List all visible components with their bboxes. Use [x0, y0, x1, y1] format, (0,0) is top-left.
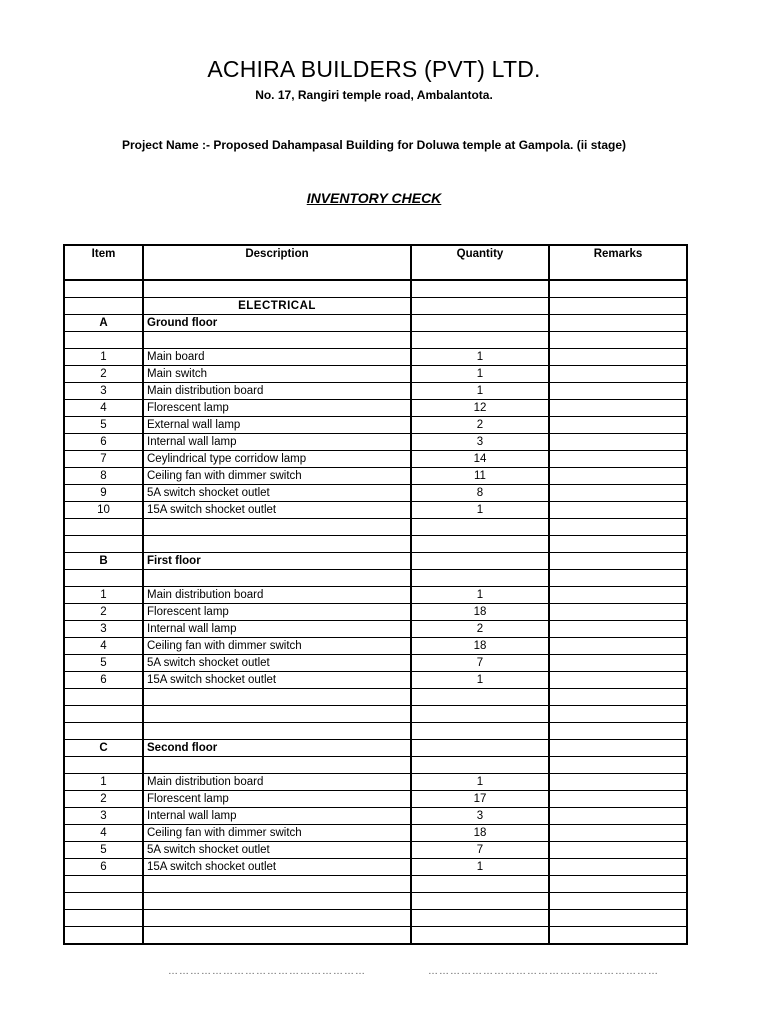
project-name: Project Name :- Proposed Dahampasal Building for Doluwa temple at Gampola. (ii stage)	[121, 138, 627, 152]
item-description: Ceiling fan with dimmer switch	[143, 468, 411, 485]
item-cell	[64, 876, 143, 893]
quantity-cell	[411, 927, 549, 945]
item-number: 6	[64, 434, 143, 451]
item-description: 15A switch shocket outlet	[143, 502, 411, 519]
description-cell	[143, 910, 411, 927]
group-row	[64, 740, 687, 757]
signature-line-left: ………………………………………………	[168, 966, 366, 977]
item-cell	[64, 298, 143, 315]
document-title: INVENTORY CHECK	[306, 190, 442, 206]
blank-row	[64, 757, 687, 774]
remarks-cell	[549, 468, 687, 485]
remarks-cell	[549, 383, 687, 400]
table-row	[64, 400, 687, 417]
table-row	[64, 638, 687, 655]
blank-row	[64, 706, 687, 723]
quantity-cell	[411, 536, 549, 553]
item-number: 3	[64, 621, 143, 638]
quantity-cell	[411, 723, 549, 740]
item-cell	[64, 280, 143, 298]
item-description: 5A switch shocket outlet	[143, 485, 411, 502]
group-name: Second floor	[143, 740, 411, 757]
remarks-cell	[549, 349, 687, 366]
remarks-cell	[549, 774, 687, 791]
description-cell	[143, 570, 411, 587]
item-quantity: 2	[411, 417, 549, 434]
item-description: 15A switch shocket outlet	[143, 672, 411, 689]
quantity-cell	[411, 298, 549, 315]
table-row	[64, 655, 687, 672]
remarks-cell	[549, 604, 687, 621]
item-number: 6	[64, 672, 143, 689]
table-row	[64, 434, 687, 451]
item-cell	[64, 570, 143, 587]
table-row	[64, 825, 687, 842]
quantity-cell	[411, 876, 549, 893]
quantity-cell	[411, 740, 549, 757]
item-quantity: 8	[411, 485, 549, 502]
item-cell	[64, 723, 143, 740]
remarks-cell	[549, 570, 687, 587]
item-quantity: 1	[411, 366, 549, 383]
remarks-cell	[549, 434, 687, 451]
item-description: Internal wall lamp	[143, 808, 411, 825]
table-row	[64, 468, 687, 485]
item-number: 5	[64, 417, 143, 434]
item-description: Main distribution board	[143, 383, 411, 400]
remarks-cell	[549, 706, 687, 723]
table-row	[64, 791, 687, 808]
item-description: Internal wall lamp	[143, 621, 411, 638]
remarks-cell	[549, 332, 687, 349]
item-description: 5A switch shocket outlet	[143, 655, 411, 672]
company-name: ACHIRA BUILDERS (PVT) LTD.	[207, 56, 541, 82]
item-cell	[64, 536, 143, 553]
table-row	[64, 842, 687, 859]
item-cell	[64, 689, 143, 706]
item-cell	[64, 519, 143, 536]
table-row	[64, 859, 687, 876]
quantity-cell	[411, 553, 549, 570]
item-description: Ceiling fan with dimmer switch	[143, 825, 411, 842]
table-row	[64, 417, 687, 434]
item-number: 1	[64, 349, 143, 366]
description-cell	[143, 280, 411, 298]
group-code: B	[64, 553, 143, 570]
group-row	[64, 553, 687, 570]
item-quantity: 1	[411, 859, 549, 876]
blank-row	[64, 723, 687, 740]
item-number: 7	[64, 451, 143, 468]
blank-row	[64, 893, 687, 910]
item-cell	[64, 910, 143, 927]
item-number: 4	[64, 825, 143, 842]
item-quantity: 1	[411, 672, 549, 689]
column-header-description: Description	[143, 245, 411, 280]
remarks-cell	[549, 791, 687, 808]
blank-row	[64, 927, 687, 945]
item-quantity: 7	[411, 842, 549, 859]
remarks-cell	[549, 400, 687, 417]
quantity-cell	[411, 280, 549, 298]
item-number: 5	[64, 842, 143, 859]
item-number: 8	[64, 468, 143, 485]
item-quantity: 1	[411, 383, 549, 400]
item-number: 2	[64, 366, 143, 383]
item-description: Florescent lamp	[143, 604, 411, 621]
item-quantity: 1	[411, 774, 549, 791]
remarks-cell	[549, 740, 687, 757]
remarks-cell	[549, 366, 687, 383]
group-code: C	[64, 740, 143, 757]
table-row	[64, 604, 687, 621]
item-quantity: 11	[411, 468, 549, 485]
remarks-cell	[549, 451, 687, 468]
item-number: 4	[64, 400, 143, 417]
group-name: Ground floor	[143, 315, 411, 332]
item-description: Main distribution board	[143, 774, 411, 791]
item-description: Florescent lamp	[143, 400, 411, 417]
table-row	[64, 672, 687, 689]
remarks-cell	[549, 298, 687, 315]
item-description: External wall lamp	[143, 417, 411, 434]
blank-row	[64, 910, 687, 927]
item-description: Ceiling fan with dimmer switch	[143, 638, 411, 655]
description-cell	[143, 519, 411, 536]
description-cell	[143, 876, 411, 893]
quantity-cell	[411, 519, 549, 536]
quantity-cell	[411, 893, 549, 910]
item-description: 5A switch shocket outlet	[143, 842, 411, 859]
inventory-table-body	[64, 280, 687, 944]
item-quantity: 7	[411, 655, 549, 672]
quantity-cell	[411, 315, 549, 332]
item-number: 9	[64, 485, 143, 502]
item-number: 5	[64, 655, 143, 672]
column-header-remarks: Remarks	[549, 245, 687, 280]
remarks-cell	[549, 757, 687, 774]
item-number: 2	[64, 791, 143, 808]
section-label: ELECTRICAL	[143, 298, 411, 315]
description-cell	[143, 893, 411, 910]
blank-row	[64, 536, 687, 553]
item-quantity: 17	[411, 791, 549, 808]
quantity-cell	[411, 332, 549, 349]
table-row	[64, 774, 687, 791]
item-cell	[64, 332, 143, 349]
description-cell	[143, 689, 411, 706]
item-cell	[64, 757, 143, 774]
table-row	[64, 587, 687, 604]
remarks-cell	[549, 280, 687, 298]
description-cell	[143, 723, 411, 740]
item-description: Main switch	[143, 366, 411, 383]
column-header-item: Item	[64, 245, 143, 280]
remarks-cell	[549, 485, 687, 502]
item-cell	[64, 927, 143, 945]
quantity-cell	[411, 910, 549, 927]
remarks-cell	[549, 723, 687, 740]
remarks-cell	[549, 672, 687, 689]
item-cell	[64, 706, 143, 723]
table-row	[64, 366, 687, 383]
item-quantity: 18	[411, 638, 549, 655]
remarks-cell	[549, 655, 687, 672]
item-quantity: 3	[411, 808, 549, 825]
blank-row	[64, 519, 687, 536]
remarks-cell	[549, 842, 687, 859]
quantity-cell	[411, 570, 549, 587]
remarks-cell	[549, 689, 687, 706]
group-code: A	[64, 315, 143, 332]
description-cell	[143, 706, 411, 723]
description-cell	[143, 927, 411, 945]
remarks-cell	[549, 553, 687, 570]
item-number: 2	[64, 604, 143, 621]
item-quantity: 1	[411, 502, 549, 519]
item-quantity: 12	[411, 400, 549, 417]
table-row	[64, 451, 687, 468]
item-number: 1	[64, 774, 143, 791]
section-row	[64, 298, 687, 315]
item-description: Main board	[143, 349, 411, 366]
blank-row	[64, 332, 687, 349]
item-quantity: 3	[411, 434, 549, 451]
item-description: Main distribution board	[143, 587, 411, 604]
table-header-row	[64, 245, 687, 280]
item-number: 10	[64, 502, 143, 519]
description-cell	[143, 536, 411, 553]
item-quantity: 1	[411, 587, 549, 604]
table-row	[64, 383, 687, 400]
remarks-cell	[549, 893, 687, 910]
group-row	[64, 315, 687, 332]
remarks-cell	[549, 519, 687, 536]
column-header-quantity: Quantity	[411, 245, 549, 280]
remarks-cell	[549, 621, 687, 638]
group-name: First floor	[143, 553, 411, 570]
remarks-cell	[549, 638, 687, 655]
description-cell	[143, 757, 411, 774]
signature-line-right: ………………………………………………………	[428, 966, 659, 977]
table-row	[64, 808, 687, 825]
remarks-cell	[549, 910, 687, 927]
remarks-cell	[549, 587, 687, 604]
item-quantity: 18	[411, 604, 549, 621]
company-address: No. 17, Rangiri temple road, Ambalantota.	[255, 88, 493, 102]
item-description: Florescent lamp	[143, 791, 411, 808]
item-quantity: 2	[411, 621, 549, 638]
item-number: 3	[64, 383, 143, 400]
remarks-cell	[549, 536, 687, 553]
blank-row	[64, 280, 687, 298]
item-description: 15A switch shocket outlet	[143, 859, 411, 876]
quantity-cell	[411, 689, 549, 706]
remarks-cell	[549, 927, 687, 945]
remarks-cell	[549, 859, 687, 876]
blank-row	[64, 570, 687, 587]
remarks-cell	[549, 825, 687, 842]
table-row	[64, 485, 687, 502]
remarks-cell	[549, 417, 687, 434]
remarks-cell	[549, 876, 687, 893]
item-quantity: 14	[411, 451, 549, 468]
item-description: Internal wall lamp	[143, 434, 411, 451]
item-quantity: 18	[411, 825, 549, 842]
item-quantity: 1	[411, 349, 549, 366]
remarks-cell	[549, 808, 687, 825]
quantity-cell	[411, 757, 549, 774]
remarks-cell	[549, 502, 687, 519]
item-cell	[64, 893, 143, 910]
item-number: 4	[64, 638, 143, 655]
item-number: 3	[64, 808, 143, 825]
table-row	[64, 349, 687, 366]
remarks-cell	[549, 315, 687, 332]
blank-row	[64, 689, 687, 706]
quantity-cell	[411, 706, 549, 723]
table-row	[64, 502, 687, 519]
item-number: 6	[64, 859, 143, 876]
table-row	[64, 621, 687, 638]
blank-row	[64, 876, 687, 893]
item-description: Ceylindrical type corridow lamp	[143, 451, 411, 468]
description-cell	[143, 332, 411, 349]
inventory-table	[63, 244, 688, 945]
item-number: 1	[64, 587, 143, 604]
